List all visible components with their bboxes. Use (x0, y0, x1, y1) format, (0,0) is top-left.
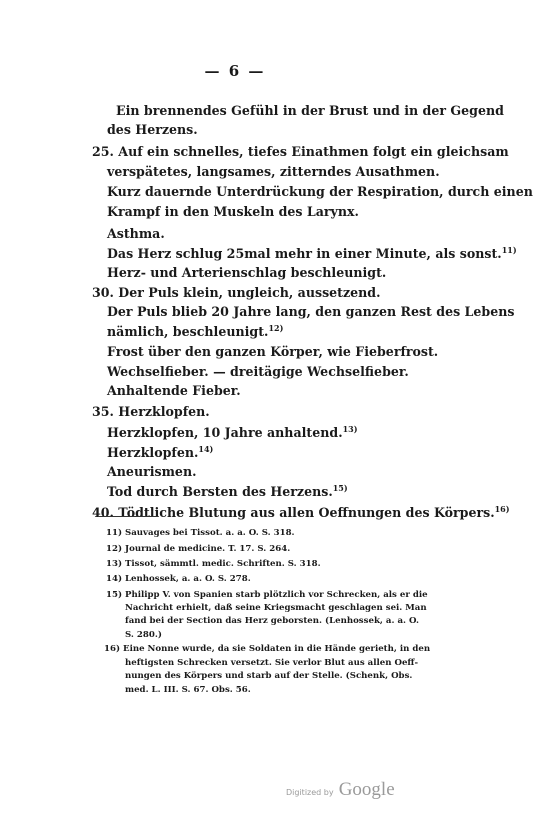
footnote-line: Nachricht erhielt, daß seine Kriegsmacht geschlagen sei. Man (125, 603, 427, 613)
text-line (107, 482, 348, 499)
text-line (107, 206, 359, 219)
text-line (92, 146, 509, 159)
line-text: Krampf in den Muskeln des Larynx. (107, 204, 359, 219)
footnote-line: 13) Tissot, sämmtl. medic. Schriften. S. 318. (106, 559, 321, 569)
footnote-line: 12) Journal de medicine. T. 17. S. 264. (106, 544, 291, 554)
line-text: Kurz dauernde Unterdrückung der Respiration, durch einen (107, 184, 533, 199)
text-line (107, 124, 198, 137)
line-text: Das Herz schlug 25mal mehr in einer Minute, als sonst. (107, 246, 502, 261)
line-text: des Herzens. (107, 122, 198, 137)
text-line (92, 503, 510, 520)
line-text: verspätetes, langsames, zitterndes Ausathmen. (107, 164, 440, 179)
footnote-line: heftigsten Schrecken versetzt. Sie verlor Blut aus allen Oeff- (125, 658, 419, 668)
footnote-reference: 16) (494, 503, 510, 514)
text-line (116, 105, 504, 118)
line-text: Herzklopfen, 10 Jahre anhaltend. (107, 425, 343, 440)
footnote-reference: 12) (268, 322, 284, 333)
footnote-line: med. L. III. S. 67. Obs. 56. (125, 685, 251, 695)
footnote-separator (98, 516, 158, 517)
footnote-reference: 15) (332, 482, 348, 493)
text-line (107, 423, 358, 440)
footnote-line: 16) Eine Nonne wurde, da sie Soldaten in die Hände gerieth, in den (104, 644, 431, 654)
footnote-reference: 13) (342, 423, 358, 434)
text-line (107, 228, 165, 241)
watermark-prefix: Digitized by (286, 788, 334, 797)
line-text: Herzklopfen. (107, 445, 199, 460)
footnote-line: nungen des Körpers und starb auf der Stelle. (Schenk, Obs. (125, 671, 413, 681)
line-text: Der Puls blieb 20 Jahre lang, den ganzen Rest des Lebens (107, 304, 515, 319)
line-text: Anhaltende Fieber. (107, 383, 241, 398)
text-line (107, 466, 197, 479)
text-line (107, 186, 533, 199)
footnote-reference: 11) (501, 244, 517, 255)
text-line (107, 385, 241, 398)
footnote-line: S. 280.) (125, 630, 162, 640)
text-line (107, 366, 409, 379)
line-text: Wechselfieber. — dreitägige Wechselfieber. (107, 364, 409, 379)
line-text: 40. Tödtliche Blutung aus allen Oeffnungen des Körpers. (92, 505, 495, 520)
line-text: 30. Der Puls klein, ungleich, aussetzend. (92, 285, 381, 300)
footnote-line: 15) Philipp V. von Spanien starb plötzlich vor Schrecken, als er die (106, 590, 428, 600)
line-text: Tod durch Bersten des Herzens. (107, 484, 333, 499)
text-line (107, 166, 440, 179)
text-line (107, 346, 438, 359)
line-text: Herz- und Arterienschlag beschleunigt. (107, 265, 387, 280)
footnote-line: 11) Sauvages bei Tissot. a. a. O. S. 318. (106, 528, 295, 538)
line-text: 35. Herzklopfen. (92, 404, 210, 419)
footnote-line: fand bei der Section das Herz geborsten. (Lenhossek, a. a. O. (125, 616, 419, 626)
footnote-line: 14) Lenhossek, a. a. O. S. 278. (106, 574, 251, 584)
text-line (92, 406, 210, 419)
google-logo: Google (338, 779, 395, 800)
line-text: Frost über den ganzen Körper, wie Fieberfrost. (107, 344, 439, 359)
line-text: nämlich, beschleunigt. (107, 324, 269, 339)
footnote-reference: 14) (198, 443, 214, 454)
text-line (107, 306, 515, 319)
line-text: Ein brennendes Gefühl in der Brust und in der Gegend (116, 103, 504, 118)
text-line (107, 443, 214, 460)
google-watermark (286, 779, 395, 801)
line-text: 25. Auf ein schnelles, tiefes Einathmen folgt ein gleichsam (92, 144, 509, 159)
text-line (107, 244, 517, 261)
text-line (107, 322, 284, 339)
text-line (92, 287, 381, 300)
text-line (107, 267, 386, 280)
line-text: Asthma. (107, 226, 165, 241)
line-text: Aneurismen. (107, 464, 197, 479)
page-number: — 6 — (204, 62, 266, 80)
